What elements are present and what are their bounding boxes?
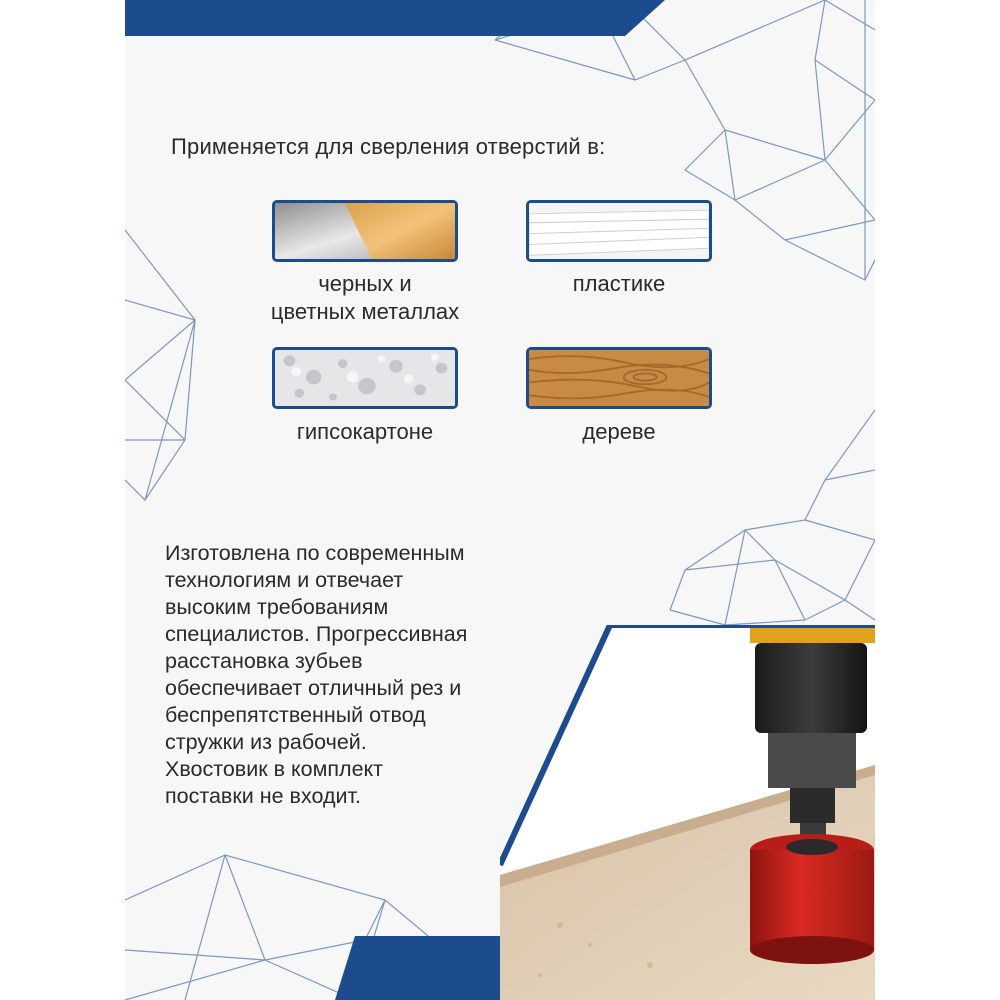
material-label-wood: дереве xyxy=(582,419,656,444)
material-label-metal-line: черных и цветных металлах xyxy=(270,271,460,324)
drill-crown-photo xyxy=(500,625,875,1000)
section-heading: Применяется для сверления отверстий в: xyxy=(171,134,606,159)
material-label-drywall: гипсокартоне xyxy=(296,419,434,444)
material-label-metal xyxy=(255,270,475,326)
material-label-plastic: пластике xyxy=(572,271,666,296)
product-card xyxy=(125,0,875,1000)
plaster-texture-icon xyxy=(272,347,458,409)
metal-texture-icon xyxy=(272,200,458,262)
plastic-sheets-icon xyxy=(526,200,712,262)
top-accent-bar xyxy=(125,0,665,36)
product-description: Изготовлена по современным технологиям и отвечает высоким требованиям специалистов. Прогрессивная расстановка зубьев обеспечивает отличный рез и беспрепятственный отвод стружки из рабочей. Хвостовик в комплект поставки не входит. xyxy=(165,541,468,808)
wood-texture-icon xyxy=(526,347,712,409)
